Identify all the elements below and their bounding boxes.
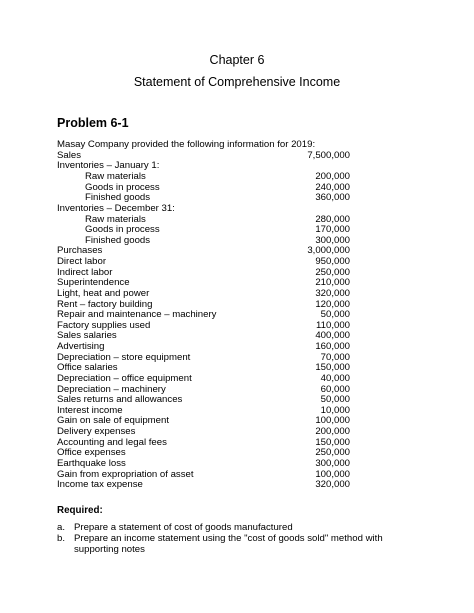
item-amount: 100,000	[315, 468, 350, 480]
item-marker: a.	[57, 522, 66, 533]
item-label: Finished goods	[85, 234, 151, 246]
item-amount: 320,000	[315, 479, 350, 491]
item-label: Income tax expense	[57, 479, 143, 491]
item-amount: 110,000	[316, 319, 350, 331]
item-label: Rent – factory building	[57, 298, 153, 310]
list-item	[57, 374, 350, 385]
list-item	[57, 289, 350, 300]
item-label: Earthquake loss	[57, 457, 126, 469]
item-amount: 10,000	[320, 404, 350, 416]
item-amount: 360,000	[315, 192, 350, 204]
item-amount: 300,000	[315, 234, 350, 246]
item-amount: 50,000	[320, 309, 350, 321]
item-marker: b.	[57, 532, 66, 544]
item-label: Direct labor	[57, 256, 107, 268]
item-amount: 50,000	[320, 394, 350, 406]
item-amount: 240,000	[315, 181, 350, 193]
item-label: Depreciation – machinery	[57, 383, 166, 395]
item-amount: 320,000	[315, 287, 350, 299]
item-label: Accounting and legal fees	[57, 436, 167, 448]
item-label: Raw materials	[85, 213, 146, 225]
item-amount: 950,000	[315, 256, 350, 268]
item-amount: 3,000,000	[307, 245, 350, 257]
required-heading: Required:	[57, 505, 103, 516]
item-amount: 60,000	[320, 383, 350, 395]
item-amount: 200,000	[315, 426, 350, 438]
item-label: Gain on sale of equipment	[57, 415, 170, 427]
item-amount: 250,000	[315, 266, 350, 278]
item-label: Delivery expenses	[57, 426, 136, 438]
item-amount: 400,000	[315, 330, 350, 342]
item-label: Interest income	[57, 404, 123, 416]
item-amount: 210,000	[315, 277, 350, 289]
item-label: Advertising	[57, 341, 105, 353]
item-label: Inventories – December 31:	[57, 202, 175, 214]
item-text: Prepare a statement of cost of goods manufactured	[74, 522, 293, 533]
required-list	[57, 523, 417, 555]
item-label: Superintendence	[57, 277, 130, 289]
item-label: Goods in process	[85, 224, 160, 236]
item-label: Repair and maintenance – machinery	[57, 309, 217, 321]
required-item	[57, 534, 417, 556]
item-amount: 7,500,000	[307, 149, 350, 161]
document-title: Statement of Comprehensive Income	[133, 75, 341, 89]
item-amount: 100,000	[315, 415, 350, 427]
item-amount: 160,000	[315, 341, 350, 353]
list-item	[57, 459, 350, 470]
item-amount: 120,000	[315, 298, 350, 310]
item-label: Inventories – January 1:	[57, 160, 160, 172]
item-label: Depreciation – store equipment	[57, 351, 191, 363]
item-label: Raw materials	[85, 171, 146, 183]
item-label: Sales salaries	[57, 330, 117, 342]
item-amount: 150,000	[315, 436, 350, 448]
item-amount: 170,000	[315, 224, 350, 236]
list-item	[57, 480, 350, 491]
item-label: Light, heat and power	[57, 287, 150, 299]
item-label: Gain from expropriation of asset	[57, 468, 194, 480]
item-text: Prepare an income statement using the "cost of goods sold" method with supporting notes	[74, 532, 383, 555]
item-amount: 280,000	[315, 213, 350, 225]
item-label: Goods in process	[85, 181, 160, 193]
item-amount: 200,000	[315, 171, 350, 183]
data-list	[57, 151, 350, 491]
item-amount: 70,000	[320, 351, 350, 363]
item-label: Sales	[57, 149, 81, 161]
list-item	[57, 204, 350, 215]
item-label: Purchases	[57, 245, 103, 257]
item-amount: 250,000	[315, 447, 350, 459]
problem-heading: Problem 6-1	[57, 116, 129, 130]
item-label: Office salaries	[57, 362, 118, 374]
problem-intro: Masay Company provided the following information for 2019:	[57, 139, 316, 150]
item-label: Indirect labor	[57, 266, 113, 278]
item-amount: 40,000	[320, 372, 350, 384]
item-label: Finished goods	[85, 192, 151, 204]
item-label: Sales returns and allowances	[57, 394, 183, 406]
chapter-heading: Chapter 6	[209, 53, 265, 67]
item-label: Factory supplies used	[57, 319, 151, 331]
item-label: Depreciation – office equipment	[57, 372, 192, 384]
item-amount: 300,000	[315, 457, 350, 469]
item-label: Office expenses	[57, 447, 126, 459]
item-amount: 150,000	[315, 362, 350, 374]
